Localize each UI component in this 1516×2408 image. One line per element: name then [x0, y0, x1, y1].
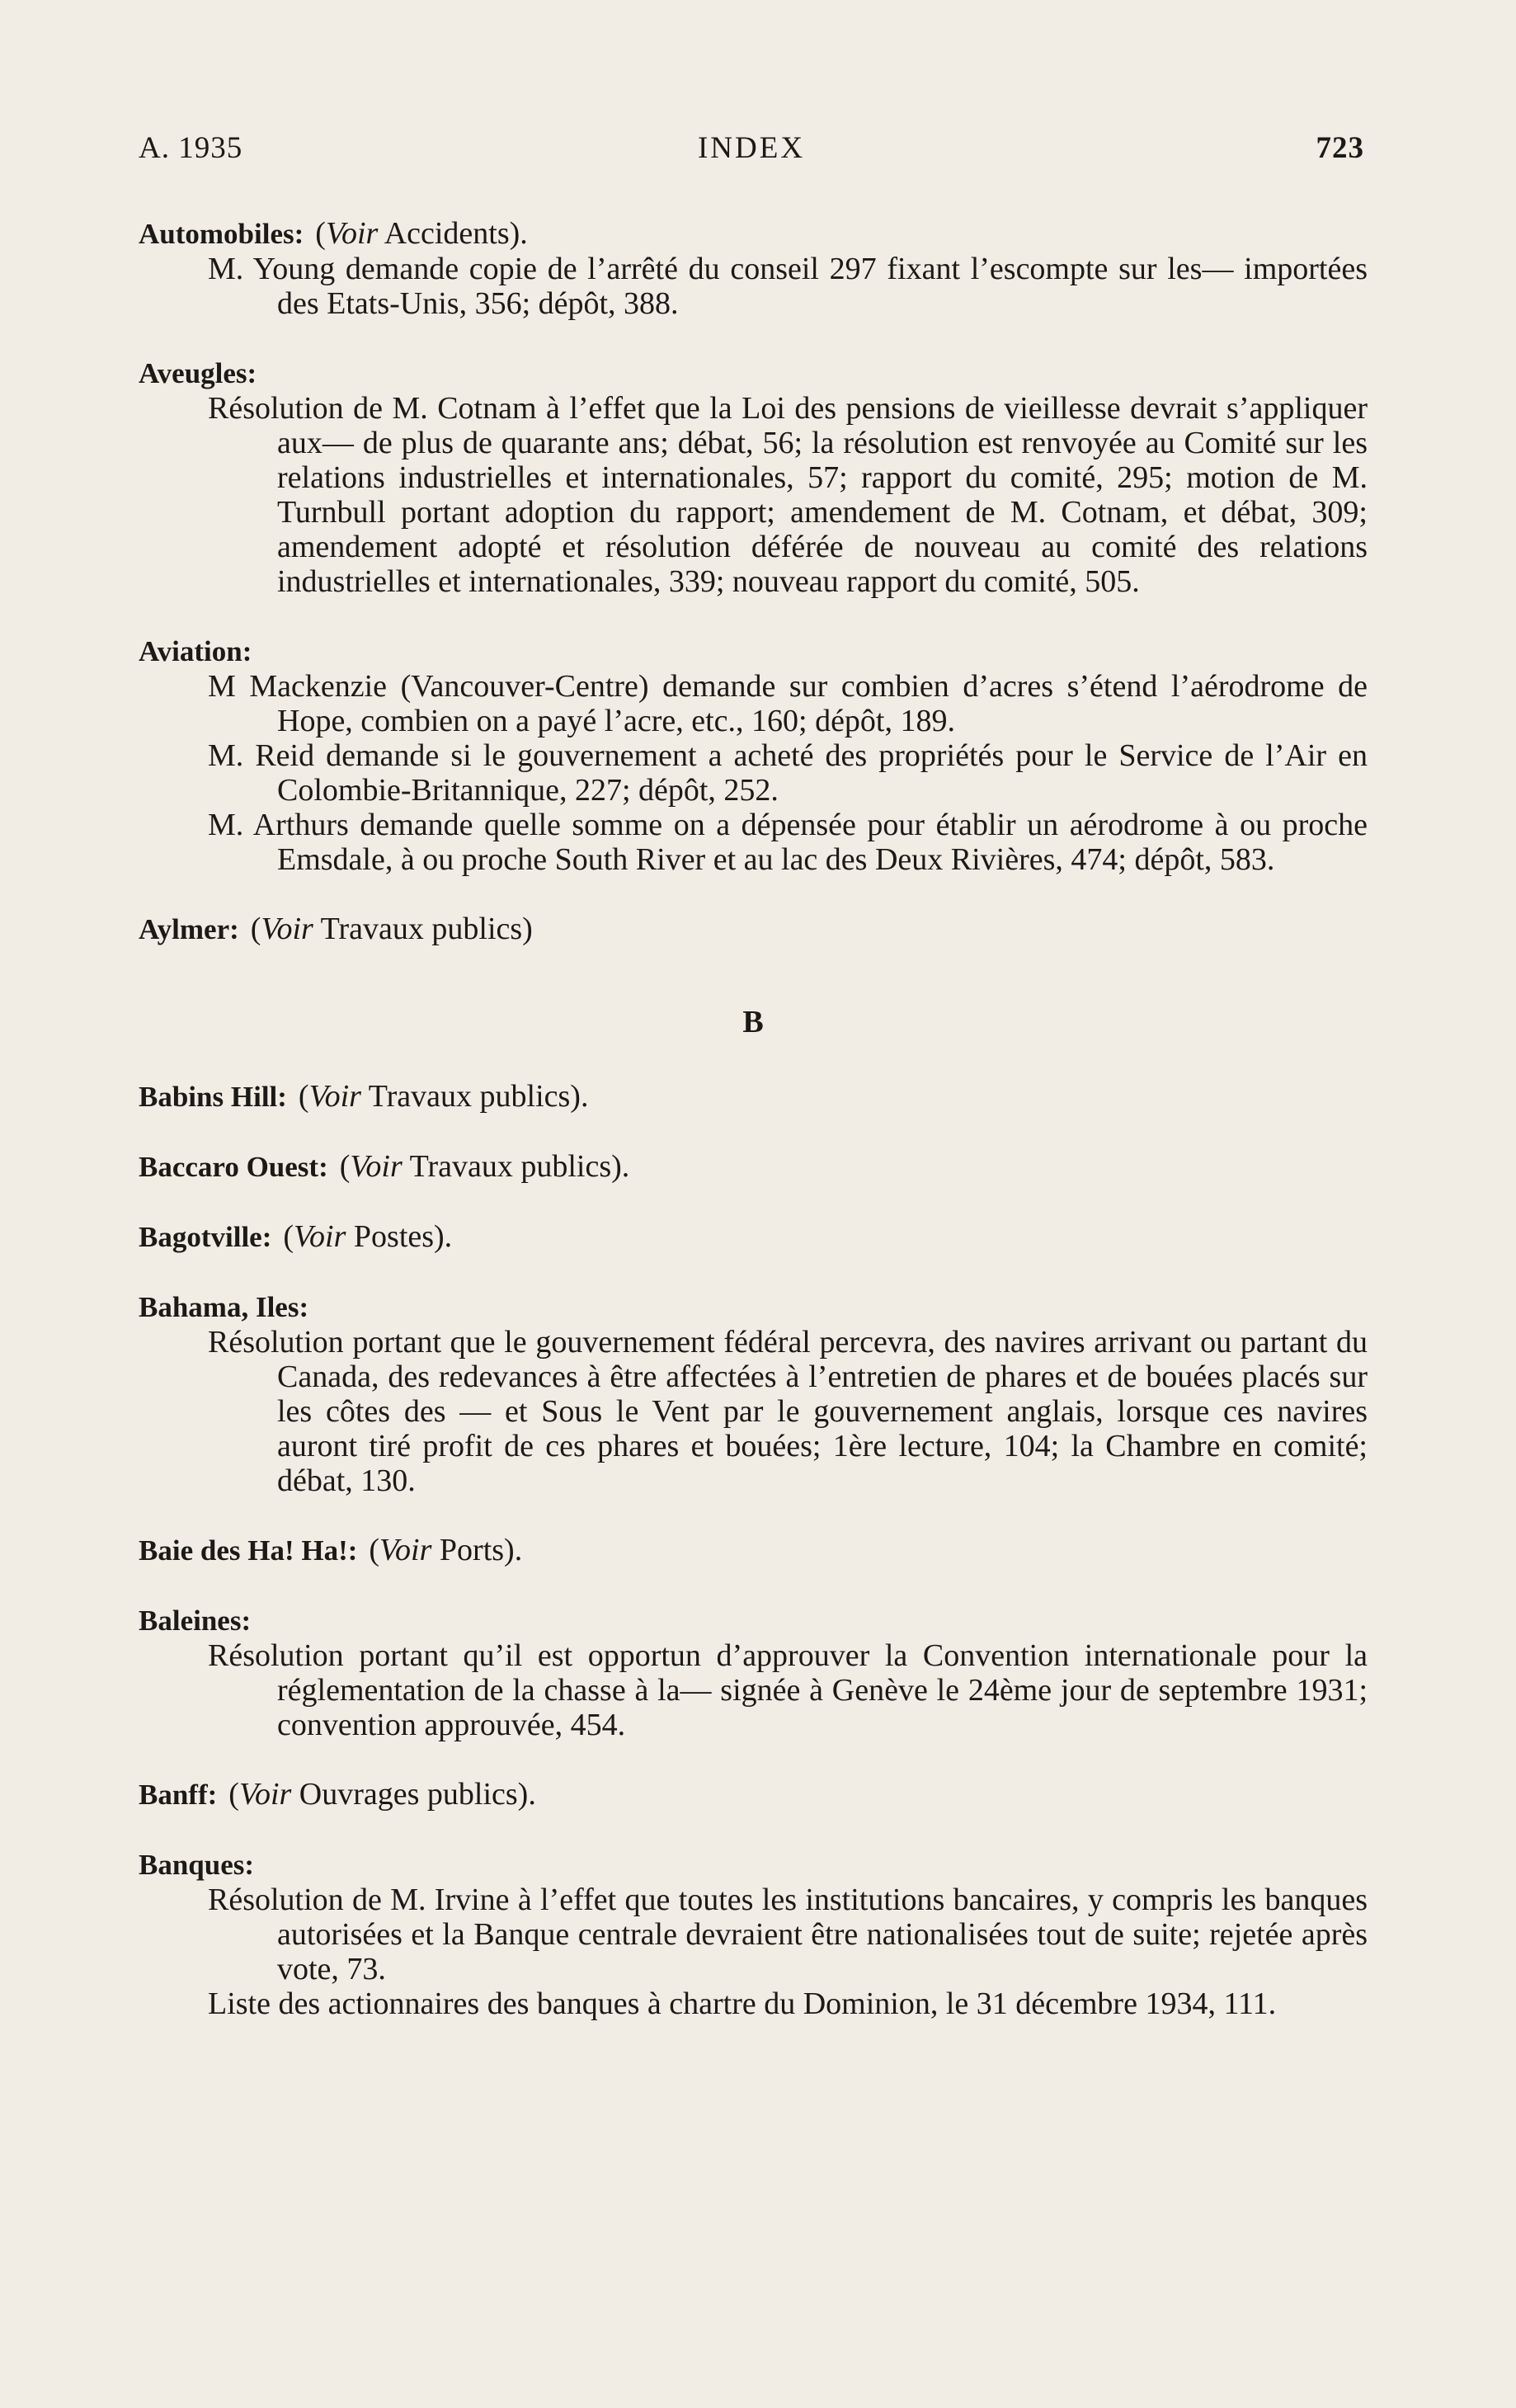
entry-term: Aviation: [139, 635, 252, 667]
see-reference: Voir [238, 1777, 292, 1812]
see-reference: Voir [379, 1533, 432, 1567]
index-body [139, 216, 1368, 2056]
see-target: Travaux publics). [409, 1149, 630, 1184]
entry-detail: Résolution portant qu’il est opportun d’approuver la Convention internationale pour la réglementation de la chasse à la— signée à Genève le 24ème jour de septembre 1931; convention approuvée, 454. [208, 1638, 1368, 1742]
index-entry [139, 1847, 1368, 2021]
page-header [139, 124, 1364, 173]
entry-detail: Résolution portant que le gouvernement fédéral percevra, des navires arrivant ou partant du Canada, des redevances à être affectées à l’entretien de phares et de bouées placés sur les côtes des — et Sous le Vent par le gouvernement anglais, lorsque ces navires auront tiré profit de ces phares et bouées; 1ère lecture, 104; la Chambre en comité; débat, 130. [208, 1325, 1368, 1498]
see-reference: Voir [350, 1149, 403, 1184]
entry-term: Baccaro Ouest: [139, 1151, 328, 1183]
entry-term: Aylmer: [139, 913, 239, 945]
entry-detail: Résolution de M. Cotnam à l’effet que la Loi des pensions de vieillesse devrait s’appliquer aux— de plus de quarante ans; débat, 56; la résolution est renvoyée au Comité sur les relations industrielles et internationales, 57; rapport du comité, 295; motion de M. Turnbull portant adoption du rapport; amendement de M. Cotnam, et débat, 309; amendement adopté et résolution déférée de nouveau au comité des relations industrielles et internationales, 339; nouveau rapport du comité, 505. [208, 391, 1368, 599]
see-target: Travaux publics). [368, 1079, 589, 1114]
see-reference: Voir [325, 216, 379, 251]
entry-detail: M. Reid demande si le gouvernement a acheté des propriétés pour le Service de l’Air en Colombie-Britannique, 227; dépôt, 252. [208, 738, 1368, 808]
entry-term: Automobiles: [139, 218, 304, 250]
entry-detail: Liste des actionnaires des banques à chartre du Dominion, le 31 décembre 1934, 111. [208, 1986, 1277, 2021]
see-reference: Voir [294, 1219, 346, 1254]
see-target: Travaux publics) [320, 912, 533, 946]
index-entry [139, 356, 1368, 599]
entry-term: Babins Hill: [139, 1081, 287, 1113]
index-entry: Babins Hill: (Voir Travaux publics). [139, 1079, 589, 1114]
entry-detail: M. Young demande copie de l’arrêté du conseil 297 fixant l’escompte sur les— importées des Etats-Unis, 356; dépôt, 388. [208, 252, 1368, 321]
see-reference: Voir [261, 912, 313, 946]
entry-term: Bagotville: [139, 1221, 272, 1253]
index-entry: Banff: (Voir Ouvrages publics). [139, 1777, 536, 1812]
entry-term: Banques: [139, 1849, 255, 1881]
entry-term: Baleines: [139, 1605, 252, 1637]
index-entry: Automobiles: (Voir Accidents). M. Young demande copie de l’arrêté du conseil 297 fixant l’escompte sur les— importées des Etats-Unis, 356; dépôt, 388. [139, 216, 1368, 321]
entry-term: Aveugles: [139, 357, 257, 389]
section-letter: B [742, 1005, 764, 1039]
index-entry [139, 1603, 1368, 1742]
see-reference: Voir [308, 1079, 361, 1114]
index-entry: Aylmer: (Voir Travaux publics) [139, 912, 533, 946]
index-entry: Baie des Ha! Ha!: (Voir Ports). [139, 1533, 523, 1567]
entry-term: Bahama, Iles: [139, 1291, 309, 1323]
see-target: Postes). [353, 1219, 453, 1254]
see-target: Ports). [439, 1533, 523, 1567]
page-number: 723 [1316, 131, 1364, 165]
entry-term: Banff: [139, 1779, 218, 1811]
entry-detail: Résolution de M. Irvine à l’effet que toutes les institutions bancaires, y compris les banques autorisées et la Banque centrale devraient être nationalisées tout de suite; rejetée après vote, 73. [208, 1883, 1368, 1986]
page-title: INDEX [697, 131, 806, 165]
entry-term: Baie des Ha! Ha!: [139, 1534, 358, 1567]
index-entry [139, 634, 1368, 877]
session-year: A. 1935 [139, 131, 243, 165]
entry-detail: M. Arthurs demande quelle somme on a dépensée pour établir un aérodrome à ou proche Emsdale, à ou proche South River et au lac des Deux Rivières, 474; dépôt, 583. [208, 808, 1368, 877]
index-entry: Bagotville: (Voir Postes). [139, 1219, 453, 1254]
entry-detail: M Mackenzie (Vancouver-Centre) demande sur combien d’acres s’étend l’aérodrome de Hope, combien on a payé l’acre, etc., 160; dépôt, 189. [208, 669, 1368, 738]
index-entry [139, 1289, 1368, 1498]
see-target: Accidents). [384, 216, 528, 251]
index-entry: Baccaro Ouest: (Voir Travaux publics). [139, 1149, 630, 1184]
see-target: Ouvrages publics). [299, 1777, 536, 1812]
